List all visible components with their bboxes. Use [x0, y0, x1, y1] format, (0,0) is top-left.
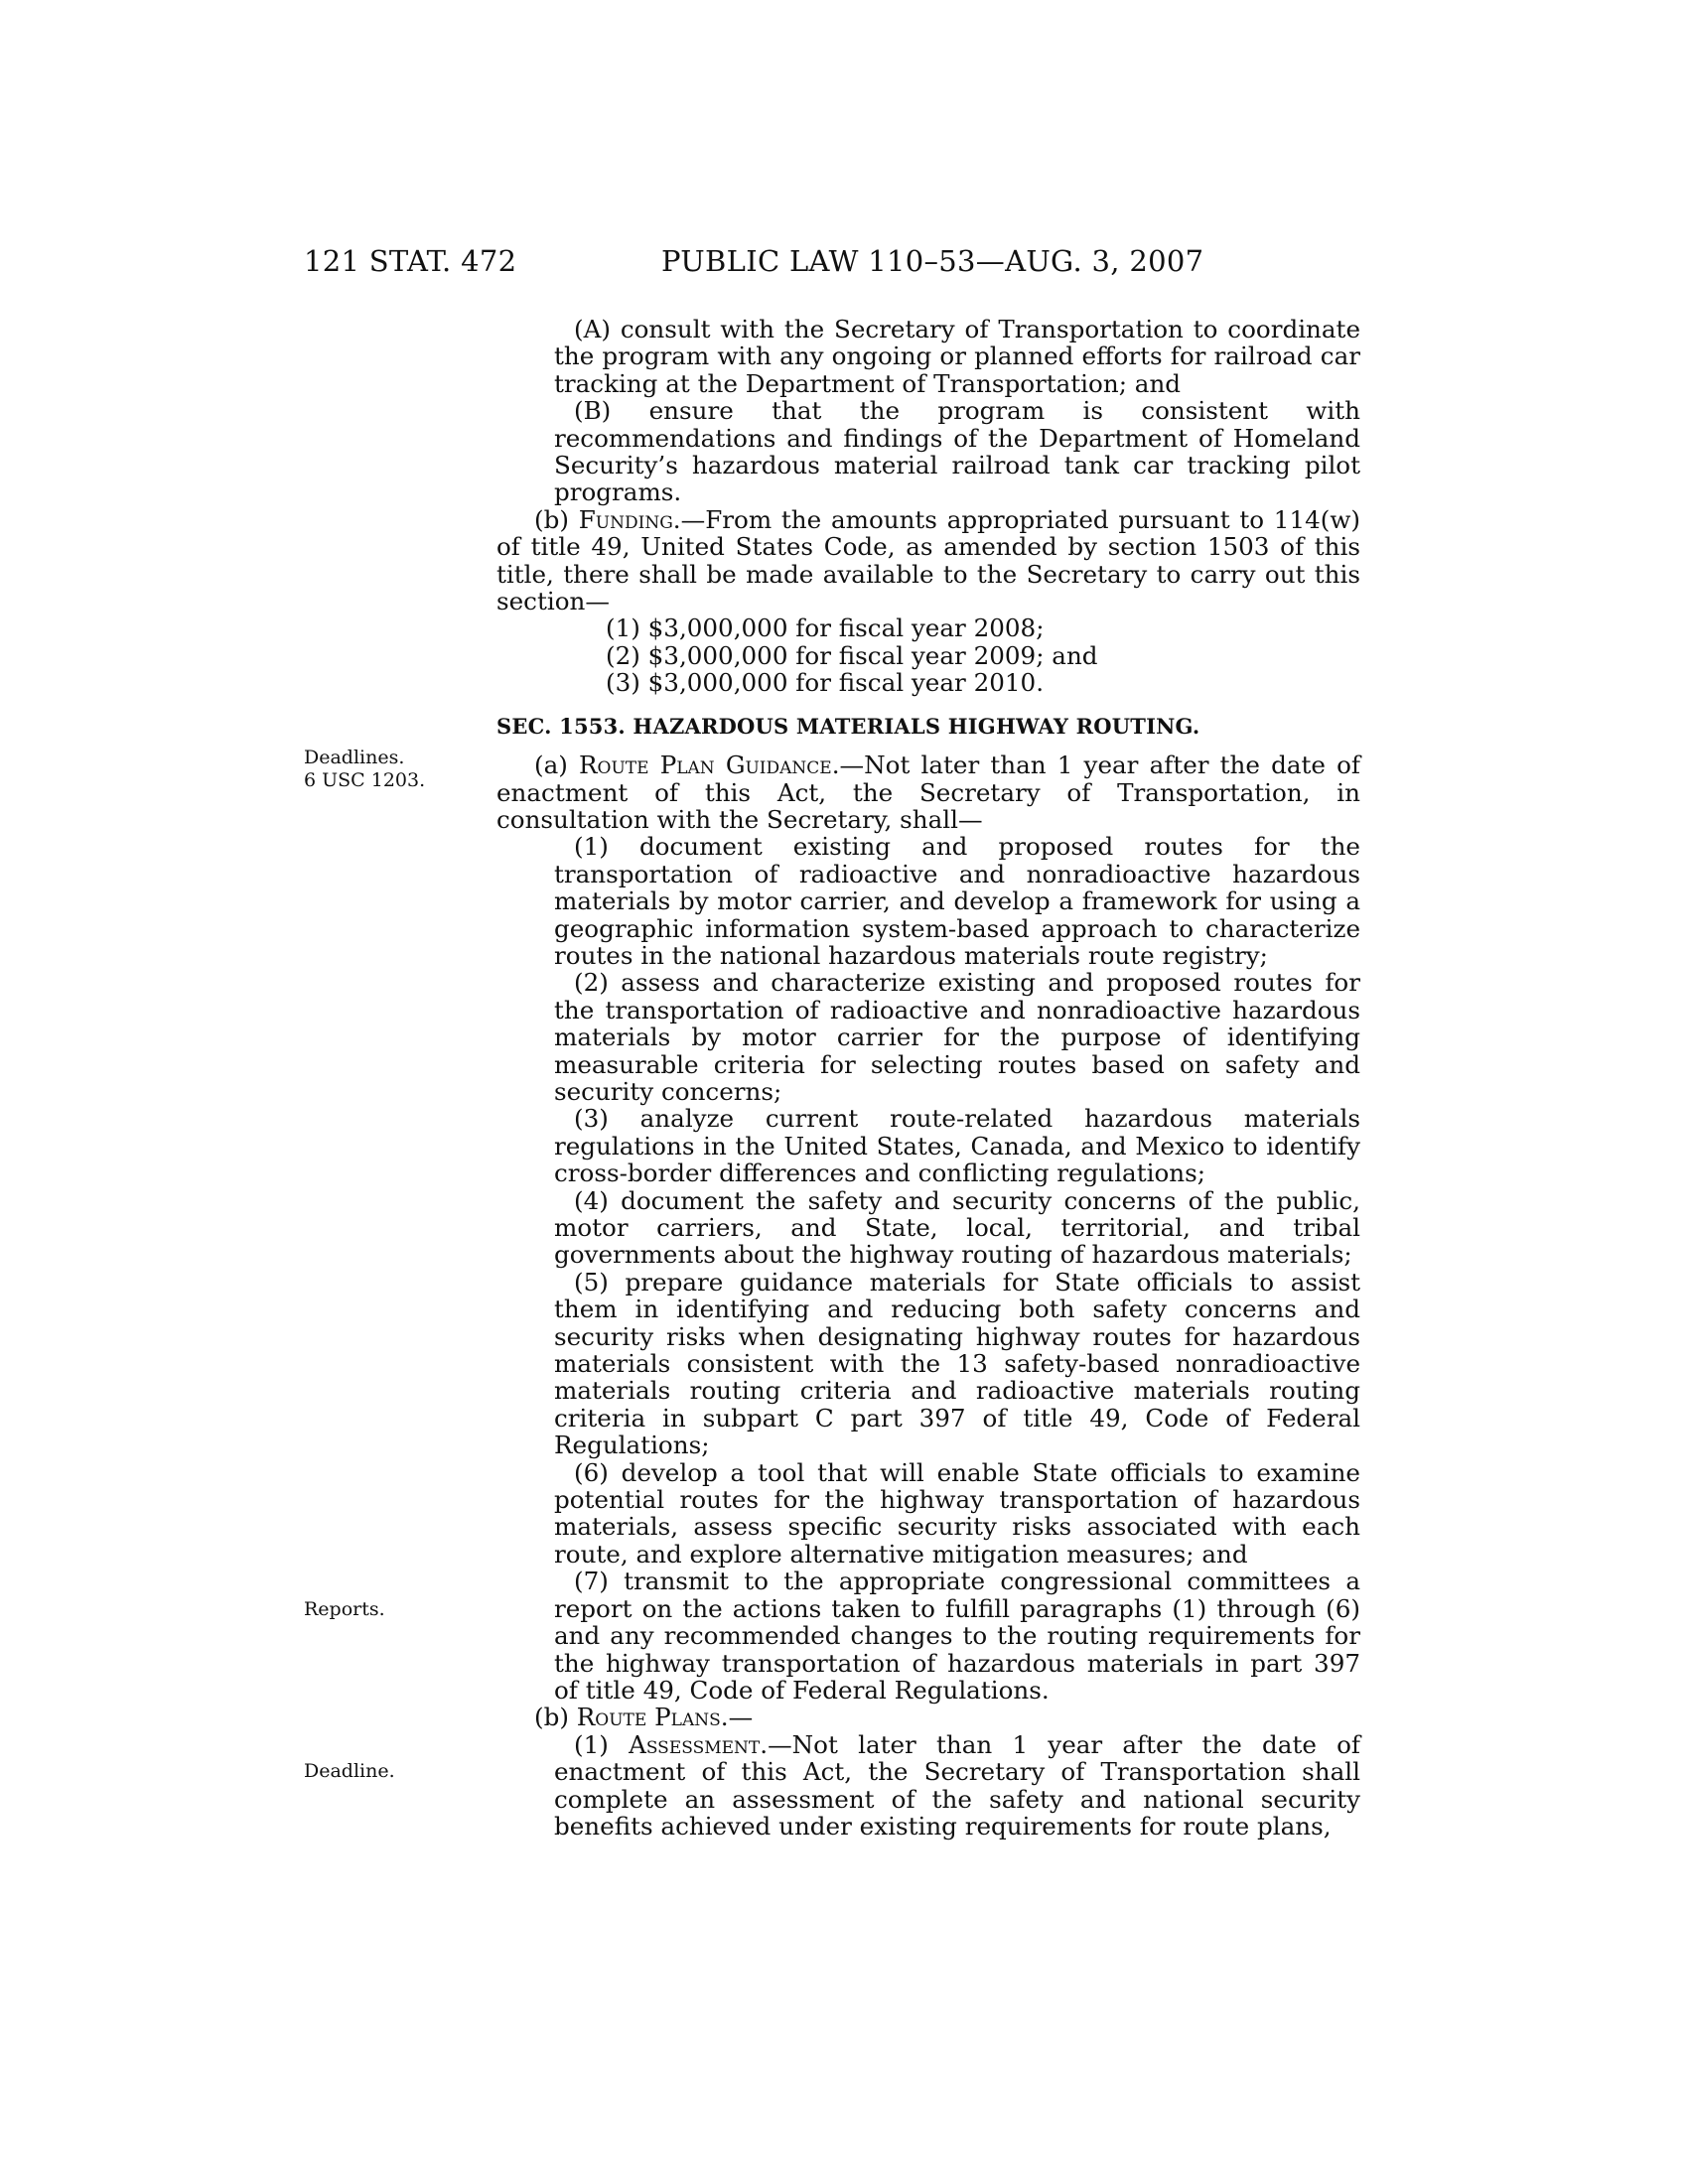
funding-item: (1) $3,000,000 for fiscal year 2008; — [606, 614, 1045, 643]
section-heading: SEC. 1553. HAZARDOUS MATERIALS HIGHWAY ROUTING. — [496, 713, 1200, 739]
funding-heading: Funding — [578, 504, 673, 534]
paragraph-b-ensure: (B) ensure that the program is consistent with recommendations and findings of the Department of Homeland Security’s hazardous material railroad tank car tracking pilot programs. — [554, 396, 1360, 507]
margin-note-reports: Reports. — [304, 1598, 385, 1620]
b1-text: .—Not later than 1 year after the date of enactment of this Act, the Secretary of Transportation shall complete an assessment of the safety and national security benefits achieved under existing requirements for route plans, — [554, 1729, 1361, 1841]
a-prefix: (a) — [534, 751, 580, 780]
margin-note-deadline: Deadline. — [304, 1760, 395, 1782]
funding-text: .—From the amounts appropriated pursuant to 114(w) of title 49, United States Code, as amended by section 1503 of this title, there shall be made available to the Secretary to carry out this section— — [496, 504, 1360, 616]
guidance-item: (6) develop a tool that will enable State officials to examine potential routes for the highway transportation of hazardous materials, assess specific security risks associated with each route, and explore alternative mitigation measures; and — [554, 1457, 1360, 1569]
b-suffix: .— — [720, 1703, 754, 1732]
statute-body — [496, 316, 1360, 1840]
margin-note-usc-citation: 6 USC 1203. — [304, 769, 426, 791]
subsection-route-plan-guidance — [496, 751, 1360, 833]
b-heading: Route Plans — [576, 1703, 721, 1732]
guidance-item: (1) document existing and proposed routes for the transportation of radioactive and nonradioactive hazardous materials by motor carrier, and develop a framework for using a geographic information system-based approach to characterize routes in the national hazardous materials route registry; — [554, 832, 1360, 970]
b1-heading: Assessment — [629, 1729, 761, 1759]
margin-note-deadlines — [304, 747, 425, 792]
funding-item: (2) $3,000,000 for fiscal year 2009; and — [606, 640, 1098, 670]
guidance-item: (3) analyze current route-related hazardous materials regulations in the United States, Canada, and Mexico to identify cross-border differences and conflicting regulations; — [554, 1104, 1360, 1188]
funding-item: (3) $3,000,000 for fiscal year 2010. — [606, 668, 1045, 698]
guidance-item: (7) transmit to the appropriate congressional committees a report on the actions taken to fulfill paragraphs (1) through (6) and any recommended changes to the routing requirements for the highway transportation of hazardous materials in part 397 of title 49, Code of Federal Regulations. — [554, 1567, 1360, 1705]
b1-prefix: (1) — [574, 1729, 630, 1759]
guidance-item: (2) assess and characterize existing and proposed routes for the transportation of radioactive and nonradioactive hazardous materials by motor carrier for the purpose of identifying measurable criteria for selecting routes based on safety and security concerns; — [554, 968, 1360, 1106]
subsection-funding — [496, 506, 1360, 615]
paragraph-a-consult: (A) consult with the Secretary of Transportation to coordinate the program with any ongoing or planned efforts for railroad car tracking at the Department of Transportation; and — [554, 315, 1360, 398]
paragraph-assessment — [496, 1731, 1360, 1841]
a-heading: Route Plan Guidance — [579, 751, 832, 780]
b-prefix: (b) — [534, 1703, 577, 1732]
subsection-route-plans — [496, 1704, 1360, 1730]
page-header — [0, 244, 1688, 284]
guidance-item: (4) document the safety and security concerns of the public, motor carriers, and State, local, territorial, and tribal governments about the highway routing of hazardous materials; — [554, 1185, 1360, 1270]
margin-note-deadlines-label: Deadlines. — [304, 747, 405, 768]
page-reference: 121 STAT. 472 — [304, 244, 517, 278]
funding-prefix: (b) — [534, 504, 579, 534]
running-title: PUBLIC LAW 110–53—AUG. 3, 2007 — [661, 244, 1204, 278]
guidance-item: (5) prepare guidance materials for State officials to assist them in identifying and reducing both safety concerns and security risks when designating highway routes for hazardous materials consistent with the 13 safety-based nonradioactive materials routing criteria and radioactive materials routing criteria in subpart C part 397 of title 49, Code of Federal Regulations; — [554, 1267, 1360, 1460]
a-text: .—Not later than 1 year after the date of enactment of this Act, the Secretary of Transportation, in consultation with the Secretary, shall— — [496, 751, 1361, 834]
